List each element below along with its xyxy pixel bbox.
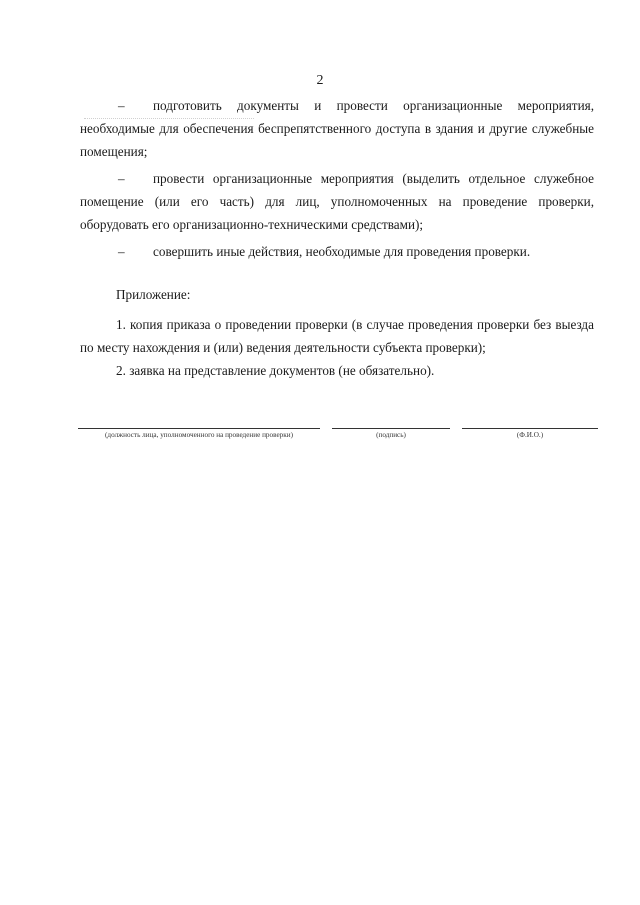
name-line — [462, 428, 598, 429]
list-item-paragraph — [80, 167, 594, 236]
dash-marker: – — [118, 244, 125, 259]
position-line — [78, 428, 320, 429]
appendix-entry: 2. заявка на представление документов (не обязательно). — [116, 363, 435, 378]
page-number: 2 — [316, 73, 324, 88]
list-item-text: совершить иные действия, необходимые для проведения проверки. — [153, 244, 531, 259]
dash-marker: – — [118, 98, 125, 113]
list-item-paragraph — [80, 94, 594, 163]
list-item-text: подготовить документы и провести организационные мероприятия, необходимые для обеспечения беспрепятственного доступа в здания и другие служебные помещения; — [80, 98, 594, 159]
list-item-text: провести организационные мероприятия (выделить отдельное служебное помещение (или его часть) для лиц, уполномоченных на проведение проверки, оборудовать его организационно-техническими средствами); — [80, 171, 594, 232]
list-item-paragraph — [80, 240, 594, 263]
appendix-title: Приложение: — [116, 287, 191, 302]
appendix-entry: 1. копия приказа о проведении проверки (в случае проведения проверки без выезда по месту нахождения и (или) ведения деятельности субъекта проверки); — [80, 317, 594, 355]
name-caption: (Ф.И.О.) — [516, 431, 544, 439]
signature-line — [332, 428, 450, 429]
appendix-list — [80, 313, 594, 382]
dash-marker: – — [118, 171, 125, 186]
list-item — [80, 240, 594, 263]
position-caption: (должность лица, уполномоченного на проведение проверки) — [105, 431, 293, 439]
list-item — [80, 94, 594, 163]
list-item — [80, 167, 594, 236]
signature-caption: (подпись) — [376, 431, 406, 439]
signature-block — [78, 428, 598, 448]
